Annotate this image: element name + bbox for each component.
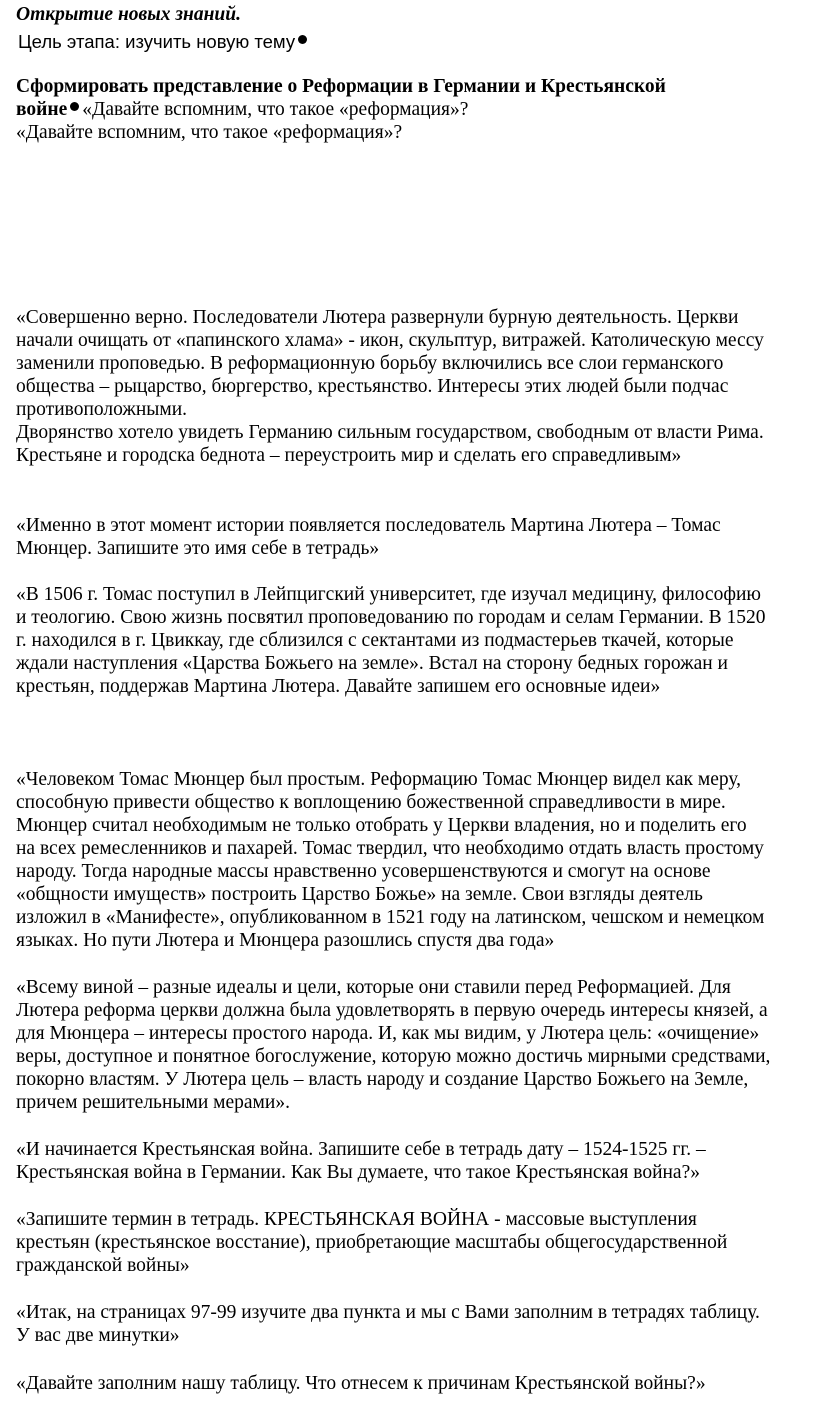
paragraph-line: Дворянство хотело увидеть Германию сильным государством, свободным от власти Рима. [16, 422, 764, 443]
paragraph-line: для Мюнцера – интересы простого народа. И, как мы видим, у Лютера цель: «очищение» [16, 1023, 760, 1044]
paragraph-line: изложил в «Манифесте», опубликованном в 1521 году на латинском, чешском и немецком [16, 907, 765, 928]
stage-goal [18, 30, 310, 53]
paragraph-line: веры, доступное и понятное богослужение, которую можно достичь мирными средствами, [16, 1046, 771, 1067]
paragraph-line: «общности имуществ» построить Царство Божье» на земле. Свои взгляды деятель [16, 884, 703, 905]
bullet-icon [298, 35, 307, 44]
stage-heading: Открытие новых знаний. [16, 4, 241, 25]
paragraph-line: «Всему виной – разные идеалы и цели, которые они ставили перед Реформацией. Для [16, 977, 731, 998]
paragraph-line: заменили проповедью. В реформационную борьбу включились все слои германского [16, 353, 724, 374]
paragraph-line: «Давайте заполним нашу таблицу. Что отнесем к причинам Крестьянской войны?» [16, 1373, 706, 1394]
paragraph-line: «Запишите термин в тетрадь. КРЕСТЬЯНСКАЯ ВОЙНА - массовые выступления [16, 1209, 697, 1230]
topic-title-end: войне [16, 99, 68, 120]
paragraph-line: «И начинается Крестьянская война. Запишите себе в тетрадь дату – 1524-1525 гг. – [16, 1139, 706, 1160]
paragraph-line: У вас две минутки» [16, 1325, 180, 1346]
paragraph-line: крестьян, поддержав Мартина Лютера. Давайте запишем его основные идеи» [16, 676, 661, 697]
paragraph-line: ждали наступления «Царства Божьего на земле». Встал на сторону бедных горожан и [16, 653, 728, 674]
paragraph-line: Крестьяне и городска беднота – переустроить мир и сделать его справедливым» [16, 445, 682, 466]
paragraph-line: языках. Но пути Лютера и Мюнцера разошлись спустя два года» [16, 930, 555, 951]
paragraph-line: общества – рыцарство, бюргерство, крестьянство. Интересы этих людей были подчас [16, 376, 729, 397]
paragraph-line: Мюнцер считал необходимым не только отобрать у Церкви владения, но и поделить его [16, 815, 747, 836]
topic-title-line-1: Сформировать представление о Реформации в Германии и Крестьянской [16, 76, 666, 97]
paragraph-line: Мюнцер. Запишите это имя себе в тетрадь» [16, 538, 380, 559]
paragraph-line: «Человеком Томас Мюнцер был простым. Реформацию Томас Мюнцер видел как меру, [16, 769, 742, 790]
paragraph-line: способную привести общество к воплощению божественной справедливости в мире. [16, 792, 726, 813]
paragraph-line: крестьян (крестьянское восстание), приобретающие масштабы общегосударственной [16, 1232, 728, 1253]
paragraph-line: г. находился в г. Цвиккау, где сблизился с сектантами из подмастерьев ткачей, которые [16, 630, 734, 651]
paragraph-line: Крестьянская война в Германии. Как Вы думаете, что такое Крестьянская война?» [16, 1162, 700, 1183]
paragraph-line: гражданской войны» [16, 1255, 190, 1276]
paragraph-line: Лютера реформа церкви должна была удовлетворять в первую очередь интересы князей, а [16, 1000, 768, 1021]
paragraph-line: «Совершенно верно. Последователи Лютера развернули бурную деятельность. Церкви [16, 307, 739, 328]
paragraph-line: «В 1506 г. Томас поступил в Лейпцигский университет, где изучал медицину, философию [16, 584, 761, 605]
paragraph-line: народу. Тогда народные массы нравственно усовершенствуются и смогут на основе [16, 861, 711, 882]
paragraph-line: на всех ремесленников и пахарей. Томас твердил, что необходимо отдать власть простому [16, 838, 764, 859]
topic-title-line-2 [16, 98, 468, 121]
recall-question-inline: «Давайте вспомним, что такое «реформация»? [82, 99, 469, 120]
bullet-icon [70, 102, 79, 111]
paragraph-line: «Именно в этот момент истории появляется последователь Мартина Лютера – Томас [16, 515, 721, 536]
stage-goal-text: Цель этапа: изучить новую тему [18, 31, 296, 52]
paragraph-line: начали очищать от «папинского хлама» - икон, скульптур, витражей. Католическую мессу [16, 330, 764, 351]
paragraph-line: и теологию. Свою жизнь посвятил проповедованию по городам и селам Германии. В 1520 [16, 607, 766, 628]
paragraph-line: противоположными. [16, 399, 188, 420]
paragraph-line: причем решительными мерами». [16, 1092, 290, 1113]
paragraph-line: покорно властям. У Лютера цель – власть народу и создание Царство Божьего на Земле, [16, 1069, 749, 1090]
paragraph-line: «Итак, на страницах 97-99 изучите два пункта и мы с Вами заполним в тетрадях таблицу. [16, 1302, 760, 1323]
recall-question: «Давайте вспомним, что такое «реформация»? [16, 122, 403, 143]
